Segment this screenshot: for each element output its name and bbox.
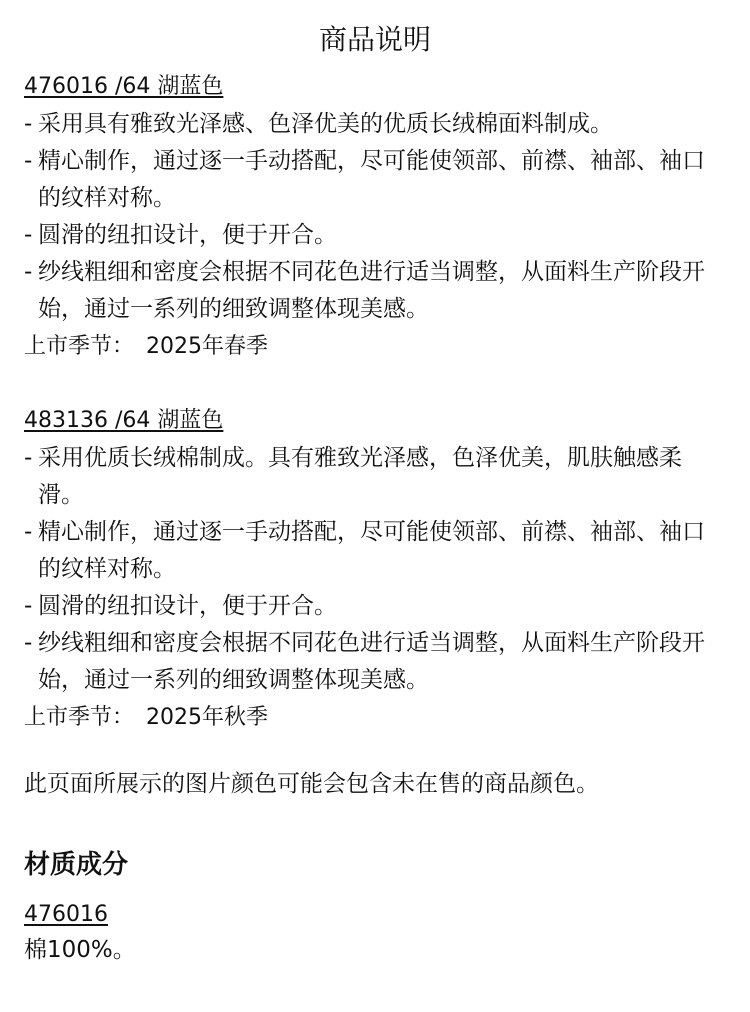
list-item: [24, 625, 726, 699]
feature-text: 采用优质长绒棉制成。具有雅致光泽感，色泽优美，肌肤触感柔滑。: [38, 445, 682, 508]
feature-text: 纱线粗细和密度会根据不同花色进行适当调整，从面料生产阶段开始，通过一系列的细致调整体现美感。: [38, 630, 705, 693]
feature-text: 圆滑的纽扣设计，便于开合。: [38, 222, 337, 248]
block-spacer: [24, 366, 726, 396]
list-item: [24, 254, 726, 328]
feature-text: 精心制作，通过逐一手动搭配，尽可能使领部、前襟、袖部、袖口的纹样对称。: [38, 519, 705, 582]
list-item: [24, 588, 726, 625]
season-line: [24, 699, 726, 737]
product-code: 476016 /64 湖蓝色: [24, 74, 224, 99]
season-line: [24, 328, 726, 366]
season-label: 上市季节：: [24, 705, 135, 730]
product-block: [24, 402, 726, 737]
product-code: 483136 /64 湖蓝色: [24, 408, 224, 433]
material-composition: 棉100%。: [24, 937, 136, 963]
bullet-dash: -: [24, 148, 33, 174]
list-item: [24, 106, 726, 143]
product-block: [24, 68, 726, 366]
feature-text: 纱线粗细和密度会根据不同花色进行适当调整，从面料生产阶段开始，通过一系列的细致调整体现美感。: [38, 259, 705, 322]
bullet-dash: -: [24, 111, 33, 137]
bullet-dash: -: [24, 259, 33, 285]
season-label: 上市季节：: [24, 334, 135, 359]
season-value: 2025年秋季: [146, 705, 269, 730]
material-heading: 材质成分: [24, 850, 129, 880]
feature-list: [24, 106, 726, 328]
feature-text: 采用具有雅致光泽感、色泽优美的优质长绒棉面料制成。: [38, 111, 613, 137]
list-item: [24, 514, 726, 588]
product-description-page: [24, 0, 726, 967]
bullet-dash: -: [24, 519, 33, 545]
bullet-dash: -: [24, 630, 33, 656]
list-item: [24, 440, 726, 514]
feature-text: 圆滑的纽扣设计，便于开合。: [38, 593, 337, 619]
season-value: 2025年春季: [146, 334, 269, 359]
material-product-code: 476016: [24, 902, 108, 927]
bullet-dash: -: [24, 593, 33, 619]
feature-list: [24, 440, 726, 699]
bullet-dash: -: [24, 222, 33, 248]
list-item: [24, 217, 726, 254]
feature-text: 精心制作，通过逐一手动搭配，尽可能使领部、前襟、袖部、袖口的纹样对称。: [38, 148, 705, 211]
list-item: [24, 143, 726, 217]
bullet-dash: -: [24, 445, 33, 471]
color-notice: 此页面所展示的图片颜色可能会包含未在售的商品颜色。: [24, 771, 599, 797]
page-title: 商品说明: [318, 23, 431, 56]
